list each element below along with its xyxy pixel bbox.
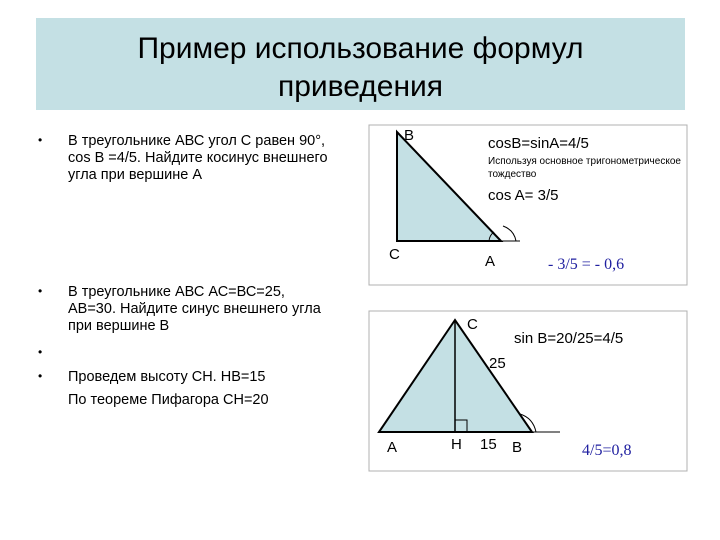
bullet-text-1: В треугольнике АВС угол С равен 90°, cos В =4/5. Найдите косинус внешнего угла при вершине А [68, 133, 328, 183]
figure-2-formula-sinb: sin B=20/25=4/5 [514, 330, 624, 347]
figure-2-label-b: B [512, 439, 523, 456]
figure-1-note: Используя основное тригонометрическое тождество [488, 156, 681, 180]
bullet-marker-3: • [38, 345, 43, 359]
figure-2-label-25: 25 [489, 355, 506, 372]
figure-1-label-b: B [404, 127, 415, 144]
figure-1-formula-cosa: cos A= 3/5 [488, 187, 559, 204]
external-angle-arc [503, 226, 516, 241]
figure-2-label-h: H [451, 436, 462, 453]
title-line-2: приведения [277, 70, 444, 103]
bullet-text-4-line-2: По теореме Пифагора СН=20 [68, 392, 269, 408]
figure-1-formula-cosb: cosB=sinA=4/5 [488, 135, 589, 152]
right-triangle-abc [397, 132, 501, 241]
bullet-text-4-line-1: Проведем высоту СН. НВ=15 [68, 369, 266, 385]
bullet-marker-2: • [38, 284, 43, 298]
figure-2-label-a: A [387, 439, 398, 456]
figure-1-label-a: A [485, 253, 496, 270]
bullet-marker-1: • [38, 133, 43, 147]
figure-2-label-c: C [467, 316, 478, 333]
figure-1-label-c: C [389, 246, 400, 263]
figure-2-answer: 4/5=0,8 [582, 442, 632, 459]
bullet-text-2: В треугольнике АВС АС=ВС=25, АВ=30. Найдите синус внешнего угла при вершине В [68, 284, 321, 334]
figure-1-answer: - 3/5 = - 0,6 [548, 256, 625, 273]
title-line-1: Пример использование формул [137, 32, 584, 65]
figure-2-label-15: 15 [480, 436, 497, 453]
bullet-marker-4: • [38, 369, 43, 383]
